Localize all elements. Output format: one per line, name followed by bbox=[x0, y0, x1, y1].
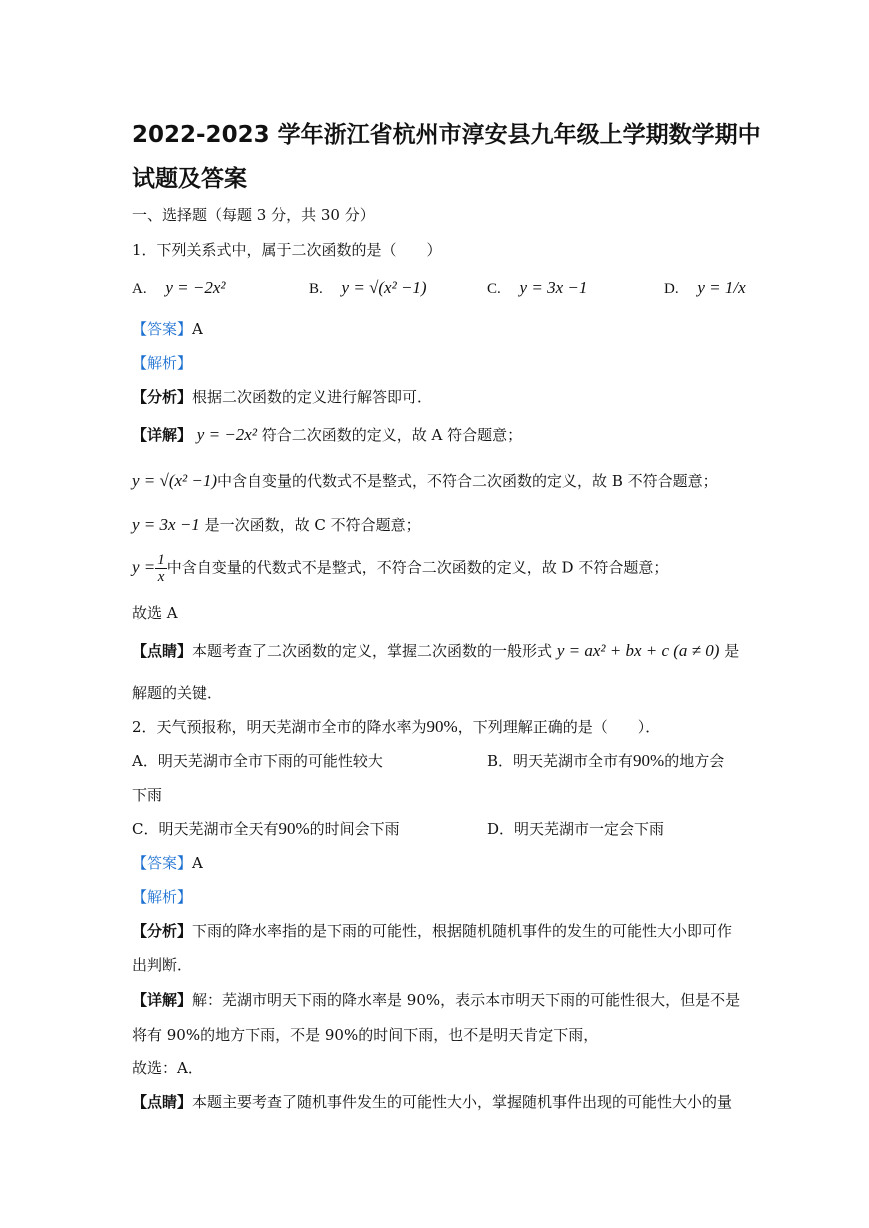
q2-stem-b: ，下列理解正确的是（ ）． bbox=[457, 718, 661, 736]
q2-stem bbox=[132, 716, 660, 737]
q1-detail-2-text: 中含自变量的代数式不是整式，不符合二次函数的定义，故 B 不符合题意； bbox=[217, 472, 718, 490]
q1-fenxi-text: 根据二次函数的定义进行解答即可． bbox=[192, 388, 433, 406]
q2-detail-2: 将有 90%的地方下雨，不是 90%的时间下雨，也不是明天肯定下雨， bbox=[132, 1026, 599, 1044]
q1-dianjing-2: 解题的关键． bbox=[132, 684, 223, 702]
q2-xiangjie-tag: 【详解】 bbox=[132, 991, 193, 1009]
q1-dianjing-tag: 【点睛】 bbox=[132, 642, 193, 660]
q1-detail-2-expr: y = √(x² −1) bbox=[132, 471, 218, 490]
q2-dianjing-tag: 【点睛】 bbox=[132, 1093, 193, 1111]
q2-option-a: A．明天芜湖市全市下雨的可能性较大 bbox=[132, 752, 383, 770]
q2-stem-pct: 90% bbox=[426, 717, 458, 736]
q2-fenxi-1 bbox=[132, 920, 732, 941]
q2-analysis-label: 【解析】 bbox=[132, 888, 193, 906]
q2-answer-tag: 【答案】 bbox=[132, 854, 193, 872]
q2-dianjing-text: 本题主要考查了随机事件发生的可能性大小，掌握随机事件出现的可能性大小的量 bbox=[192, 1093, 733, 1111]
q1-detail-4-numerator: 1 bbox=[157, 552, 165, 568]
q1-xiangjie-tag: 【详解】 bbox=[132, 426, 193, 444]
q2-option-c bbox=[132, 818, 400, 839]
q2-option-c-b: 的时间会下雨 bbox=[309, 820, 400, 838]
q1-detail-3 bbox=[132, 514, 421, 535]
q1-detail-3-text: 是一次函数，故 C 不符合题意； bbox=[204, 516, 421, 534]
q1-dianjing-1 bbox=[132, 640, 739, 661]
doc-title-line2: 试题及答案 bbox=[132, 166, 247, 192]
q1-conclusion: 故选 A bbox=[132, 604, 178, 622]
q2-fenxi-tag: 【分析】 bbox=[132, 922, 193, 940]
q1-fenxi-tag: 【分析】 bbox=[132, 388, 193, 406]
section-heading: 一、选择题（每题 3 分，共 30 分） bbox=[132, 206, 375, 224]
q1-option-a-expr: y = −2x² bbox=[165, 278, 226, 297]
q1-option-c bbox=[487, 278, 587, 298]
q2-dianjing bbox=[132, 1091, 732, 1112]
q1-dianjing-end: 是 bbox=[724, 642, 740, 660]
q1-option-c-expr: y = 3x −1 bbox=[519, 278, 588, 297]
q1-option-d-key: D. bbox=[664, 281, 679, 297]
q2-option-c-a: C．明天芜湖市全天有 bbox=[132, 820, 279, 838]
q2-fenxi-2: 出判断． bbox=[132, 956, 193, 974]
q1-analysis-label: 【解析】 bbox=[132, 354, 193, 372]
q2-detail-1 bbox=[132, 989, 740, 1010]
q1-detail-4-fraction bbox=[155, 552, 167, 585]
doc-title-line1: 2022-2023 学年浙江省杭州市淳安县九年级上学期数学期中 bbox=[132, 122, 761, 148]
q1-option-b-key: B. bbox=[309, 281, 323, 297]
q2-fenxi-text-1: 下雨的降水率指的是下雨的可能性，根据随机随机事件的发生的可能性大小即可作 bbox=[192, 922, 733, 940]
q1-detail-3-expr: y = 3x −1 bbox=[132, 515, 200, 534]
q1-detail-4-text: 中含自变量的代数式不是整式，不符合二次函数的定义，故 D 不符合题意； bbox=[166, 558, 669, 577]
q1-detail-2 bbox=[132, 470, 718, 491]
q1-answer-value: A bbox=[192, 320, 203, 338]
q2-analysis-tag bbox=[132, 886, 192, 907]
q1-option-c-key: C. bbox=[487, 281, 501, 297]
q2-option-d: D．明天芜湖市一定会下雨 bbox=[487, 820, 665, 838]
q2-option-b-b: 的地方会 bbox=[664, 752, 725, 770]
q2-option-b-pct: 90% bbox=[633, 751, 665, 770]
q2-option-b-a: B．明天芜湖市全市有 bbox=[487, 752, 634, 770]
q1-option-d bbox=[664, 278, 746, 298]
q1-option-b bbox=[309, 278, 427, 298]
q1-answer bbox=[132, 318, 203, 339]
q1-option-d-expr: y = 1/x bbox=[697, 278, 746, 297]
q1-stem: 1．下列关系式中，属于二次函数的是（ ） bbox=[132, 241, 442, 259]
q1-analysis-tag bbox=[132, 352, 192, 373]
q1-dianjing-text-1: 本题考查了二次函数的定义，掌握二次函数的一般形式 bbox=[192, 642, 553, 660]
q1-detail-1-text: 符合二次函数的定义，故 A 符合题意； bbox=[261, 426, 523, 444]
q1-dianjing-expr: y = ax² + bx + c (a ≠ 0) bbox=[556, 641, 720, 660]
q1-option-b-expr: y = √(x² −1) bbox=[341, 278, 427, 297]
q1-detail-4-denominator: x bbox=[157, 569, 165, 585]
q1-detail-4-y: y = bbox=[132, 557, 156, 577]
q2-answer-value: A bbox=[192, 854, 203, 872]
q1-detail-1 bbox=[132, 424, 522, 445]
q1-detail-1-expr: y = −2x² bbox=[196, 425, 257, 444]
q2-option-b bbox=[487, 750, 724, 771]
q2-answer bbox=[132, 852, 203, 873]
q1-answer-tag: 【答案】 bbox=[132, 320, 193, 338]
q1-option-a-key: A. bbox=[132, 281, 147, 297]
q2-conclusion: 故选：A． bbox=[132, 1059, 203, 1077]
q1-option-a bbox=[132, 278, 226, 298]
q2-option-b-wrap: 下雨 bbox=[132, 786, 163, 804]
q2-detail-1-text: 解：芜湖市明天下雨的降水率是 90%，表示本市明天下雨的可能性很大，但是不是 bbox=[192, 991, 741, 1009]
q1-detail-4 bbox=[132, 552, 668, 585]
q2-stem-a: 2．天气预报称，明天芜湖市全市的降水率为 bbox=[132, 718, 427, 736]
q1-fenxi bbox=[132, 386, 432, 407]
q2-option-c-pct: 90% bbox=[278, 819, 310, 838]
